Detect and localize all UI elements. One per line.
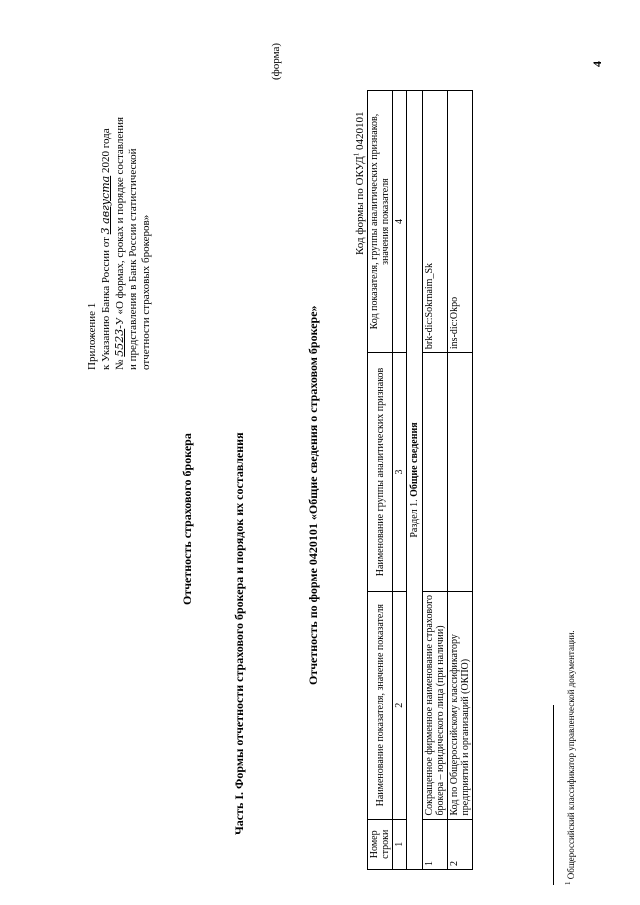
section-row (407, 91, 423, 870)
annex-header (86, 40, 153, 370)
row-number: 1 (423, 819, 448, 869)
annex-line2: к Указанию Банка России от 3 августа 2020 года (99, 128, 112, 370)
page-number: 4 (590, 61, 604, 67)
document-title: Отчетность страхового брокера (180, 433, 194, 605)
row-indicator-name: Сокращенное фирменное наименование страхового брокера – юридического лица (при наличии) (423, 591, 448, 819)
column-number-row (393, 91, 407, 870)
col-number: 2 (393, 591, 407, 819)
row-indicator-name: Код по Общероссийскому классификатору предприятий и организаций (ОКПО) (448, 591, 473, 819)
table-row (423, 91, 448, 870)
annex-line1: Приложение 1 (86, 302, 98, 370)
handwritten-number: 5523 (113, 328, 126, 357)
row-number: 2 (448, 819, 473, 869)
annex-line5: отчетности страховых брокеров» (140, 214, 152, 370)
table-header-row (368, 91, 393, 870)
footnote-divider (553, 705, 554, 885)
header-indicator-name: Наименование показателя, значение показателя (368, 591, 393, 819)
row-group-name (448, 353, 473, 592)
header-code: Код показателя, группы аналитических признаков, значения показателя (368, 91, 393, 353)
table-row (448, 91, 473, 870)
col-number: 3 (393, 353, 407, 592)
row-group-name (423, 353, 448, 592)
row-code: brk-dic:Sokrnaim_Sk (423, 91, 448, 353)
part-title: Часть I. Формы отчетности страхового брокера и порядок их составления (232, 432, 246, 835)
footnote: $^1$ Общероссийский классификатор управленческой документации. (564, 630, 576, 885)
annex-line3: № 5523-У «О формах, сроках и порядке составления (113, 116, 126, 370)
handwritten-date: 3 августа (99, 175, 112, 235)
annex-line4: и представления в Банк России статистической (127, 148, 139, 370)
col-number: 4 (393, 91, 407, 353)
header-group-name: Наименование группы аналитических признаков (368, 353, 393, 592)
header-row-number: Номер строки (368, 819, 393, 869)
forma-label: (форма) (270, 42, 282, 80)
okud-code: Код формы по ОКУД$^1$ 0420101 (352, 111, 366, 255)
section-heading: Раздел 1. Общие сведения (407, 91, 423, 870)
report-table (367, 90, 473, 870)
row-code: ins-dic:Okpo (448, 91, 473, 353)
col-number: 1 (393, 819, 407, 869)
form-title: Отчетность по форме 0420101 «Общие сведения о страховом брокере» (306, 305, 320, 685)
